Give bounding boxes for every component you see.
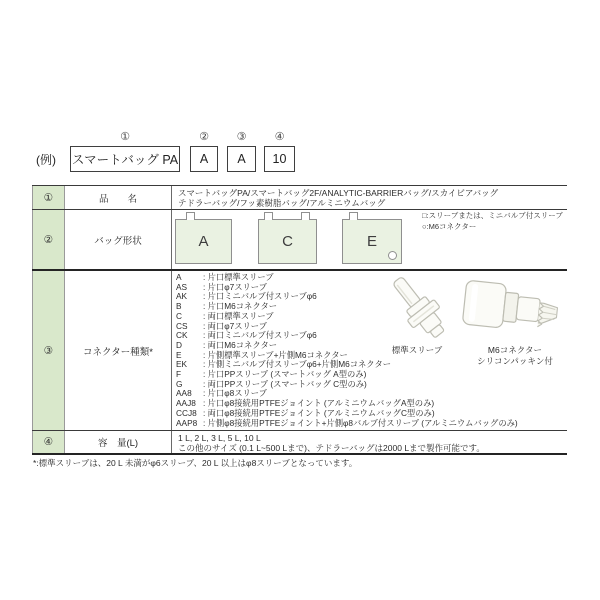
m6-port-circle: [388, 251, 397, 260]
standard-sleeve-caption: 標準スリーブ: [391, 345, 443, 355]
m6-caption-line2: シリコンパッキン付: [477, 356, 553, 366]
row-header-bag-shape: バッグ形状: [65, 210, 172, 269]
row-header-product-name: 品 名: [65, 186, 172, 209]
bag-label-c: C: [282, 233, 293, 250]
connector-item: AA8 : 片口φ8スリーブ: [176, 388, 267, 399]
spec-table: [32, 185, 567, 455]
example-box-capacity: 10: [264, 146, 295, 172]
m6-caption-line1: M6コネクター: [487, 345, 543, 355]
legend-m6: ○:M6コネクター: [422, 222, 477, 231]
circled-number-1: ①: [120, 131, 130, 143]
connector-item: AS : 片口φ7スリーブ: [176, 281, 267, 292]
connector-item: CK : 両口ミニバルブ付スリーブφ6: [176, 330, 317, 341]
connector-item: CCJ8 : 両口φ8接続用PTFEジョイント (アルミニウムバッグC型のみ): [176, 407, 435, 418]
example-item-shape: [190, 131, 218, 172]
bag-diagram-e: [342, 219, 402, 264]
connector-item: G : 両口PPスリーブ (スマートバッグ C型のみ): [176, 378, 367, 389]
example-box-name: スマートバッグ PA: [70, 146, 180, 172]
sleeve-port-tab: [264, 212, 273, 220]
connector-item: EK : 片側ミニバルブ付スリーブφ6+片側M6コネクター: [176, 359, 392, 370]
connector-item: AAP8 : 片側φ8接続用PTFEジョイント+片側φ8バルブ付スリーブ (アルミニウムバッグのみ): [176, 417, 518, 428]
connector-item: D : 両口M6コネクター: [176, 339, 278, 350]
circled-number-4: ④: [274, 131, 285, 143]
legend-sleeve: □:スリーブまたは、ミニバルブ付スリーブ: [422, 211, 563, 220]
circled-number-3: ③: [236, 131, 247, 143]
m6-connector-image: [460, 275, 564, 345]
table-row-connector-type: [32, 271, 567, 431]
connector-item: A : 片口標準スリーブ: [176, 272, 274, 282]
example-box-shape: A: [190, 146, 218, 172]
product-name-line1: スマートバッグPA/スマートバッグ2F/ANALYTIC-BARRIERバッグ/スカイビアバッグ: [178, 188, 499, 198]
row-header-connector-type: コネクター種類*: [65, 271, 172, 430]
capacity-line2: この他のサイズ (0.1 L~500 Lまで)、テドラーバッグは2000 Lまで製作可能です。: [178, 443, 485, 453]
table-row-product-name: [32, 186, 567, 210]
row-number-cell: ④: [32, 431, 65, 453]
bag-shape-legend: [422, 210, 563, 232]
bag-diagram-a: [175, 219, 232, 264]
example-item-capacity: [264, 131, 295, 172]
example-label: (例): [36, 153, 56, 167]
connector-item: CS : 両口φ7スリーブ: [176, 320, 267, 331]
row-header-capacity: 容 量(L): [65, 431, 172, 453]
example-item-name: [70, 131, 180, 172]
connector-item: AK : 片口ミニバルブ付スリーブφ6: [176, 291, 317, 302]
row-number-cell: ①: [32, 186, 65, 209]
bag-label-a: A: [198, 233, 209, 250]
connector-item: AAJ8 : 片口φ8接続用PTFEジョイント (アルミニウムバッグA型のみ): [176, 398, 435, 409]
example-box-connector: A: [227, 146, 256, 172]
bag-label-e: E: [366, 233, 377, 250]
product-name-line2: テドラーバッグ/フッ素樹脂バッグ/アルミニウムバッグ: [178, 198, 386, 208]
sleeve-port-tab: [301, 212, 310, 220]
bag-diagram-c: [258, 219, 317, 264]
connector-item: B : 片口M6コネクター: [176, 301, 278, 312]
connector-item: E : 片側標準スリーブ+片側M6コネクター: [176, 349, 348, 360]
footnote-standard-sleeve: *:標準スリーブは、20 L 未満がφ6スリーブ、20 L 以上はφ8スリーブとなっています。: [33, 458, 358, 468]
circled-number-2: ②: [199, 131, 209, 143]
capacity-line1: 1 L, 2 L, 3 L, 5 L, 10 L: [178, 433, 261, 443]
connector-item: F : 片口PPスリーブ (スマートバッグ A型のみ): [176, 369, 367, 380]
connector-item: C : 両口標準スリーブ: [176, 310, 274, 321]
row-number-cell: ②: [32, 210, 65, 269]
sleeve-port-tab: [349, 212, 358, 220]
example-item-connector: [227, 131, 256, 172]
row-number-cell: ③: [32, 271, 65, 430]
m6-connector-caption: [465, 345, 565, 367]
table-row-capacity: [32, 431, 567, 455]
table-row-bag-shape: [32, 210, 567, 271]
sleeve-port-tab: [186, 212, 195, 220]
standard-sleeve-image: [386, 273, 460, 345]
